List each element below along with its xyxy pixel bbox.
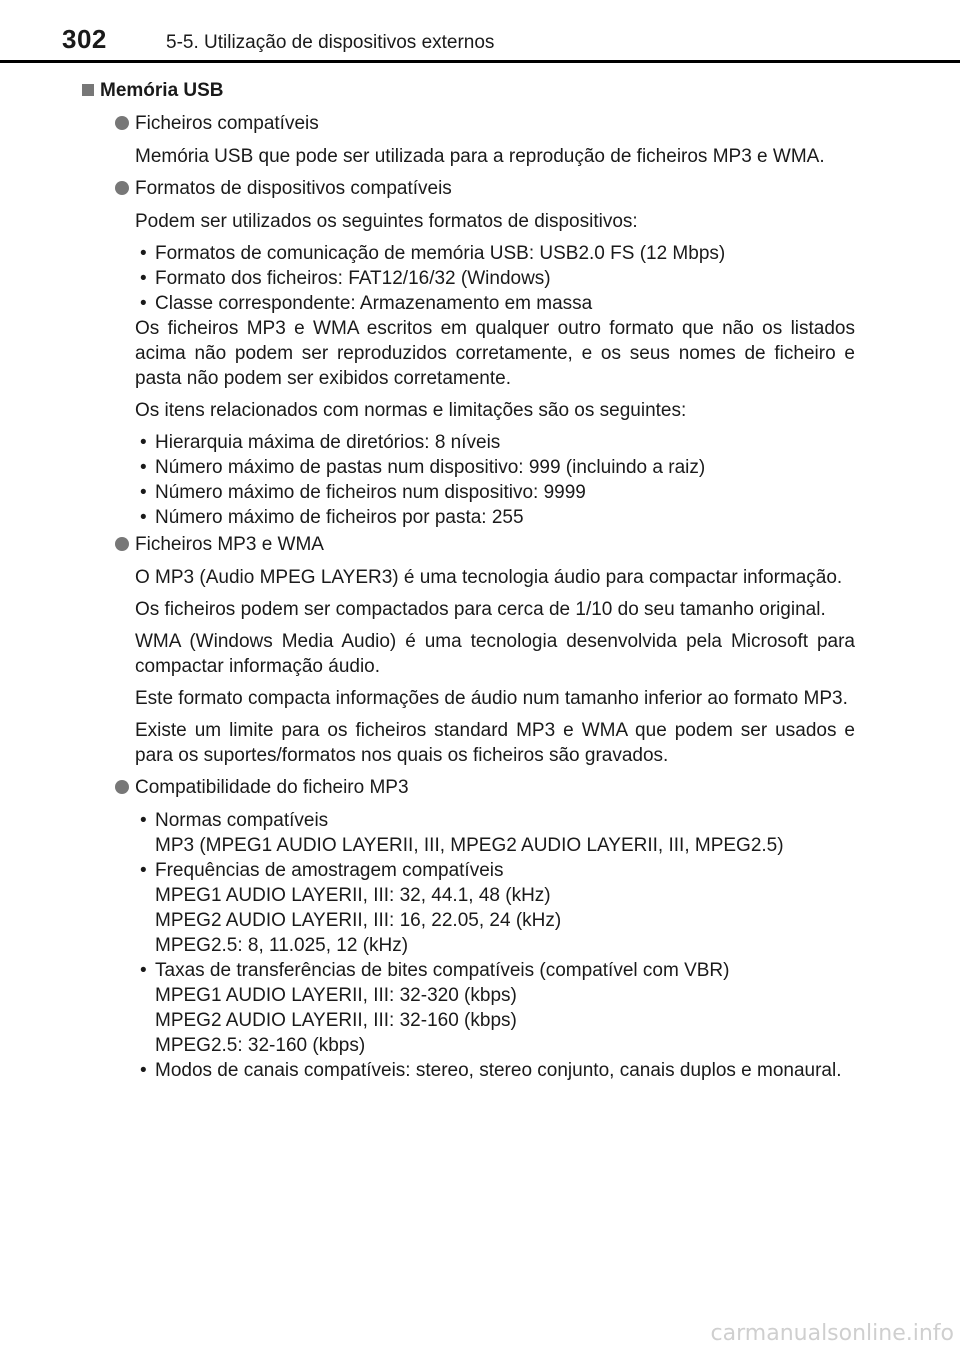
block-heading [135,176,960,202]
list-item-label: • Frequências de amostragem compatíveis [155,860,504,881]
square-bullet-icon [82,84,94,96]
paragraph: O MP3 (Audio MPEG LAYER3) é uma tecnologia áudio para compactar informação. [135,567,843,588]
watermark: carmanualsonline.info [710,1321,954,1346]
paragraph: Os ficheiros MP3 e WMA escritos em qualquer outro formato que não os listados acima não podem ser reproduzidos corretamente, e os seus nomes de ficheiro e pasta não podem ser exibidos corretamente. [135,318,855,389]
list-item-detail: MPEG2 AUDIO LAYERII, III: 16, 22.05, 24 (kHz) [155,910,562,931]
paragraph: Memória USB que pode ser utilizada para a reprodução de ficheiros MP3 e WMA. [135,146,825,167]
block-heading [135,775,960,801]
list-item: • Classe correspondente: Armazenamento em massa [135,291,855,316]
list-item-label: • Normas compatíveis [155,810,329,831]
circle-bullet-icon [115,116,129,130]
bullet-list [135,430,855,530]
list-item [135,958,855,1058]
chapter-title: 5-5. Utilização de dispositivos externos [166,32,495,53]
paragraph: Podem ser utilizados os seguintes formatos de dispositivos: [135,211,638,232]
list-item [135,858,855,958]
section-heading [100,78,960,104]
page-header [0,0,960,60]
block-heading [135,111,960,137]
paragraph: Existe um limite para os ficheiros standard MP3 e WMA que podem ser usados e para os suportes/formatos nos quais os ficheiros são gravados. [135,720,855,766]
circle-bullet-icon [115,537,129,551]
bullet-list [135,241,855,316]
block-title: Ficheiros compatíveis [135,113,319,134]
block-heading [135,532,960,558]
block-title: Ficheiros MP3 e WMA [135,534,324,555]
list-item-detail: MPEG1 AUDIO LAYERII, III: 32-320 (kbps) [155,985,517,1006]
list-item-detail: MPEG1 AUDIO LAYERII, III: 32, 44.1, 48 (kHz) [155,885,551,906]
circle-bullet-icon [115,780,129,794]
page-number: 302 [62,24,107,54]
list-item: • Formatos de comunicação de memória USB: USB2.0 FS (12 Mbps) [135,241,855,266]
list-item: • Número máximo de ficheiros num dispositivo: 9999 [135,480,855,505]
list-item-label: • Modos de canais compatíveis: stereo, stereo conjunto, canais duplos e monaural. [155,1060,842,1081]
page-content [0,78,960,1083]
list-item: • Número máximo de ficheiros por pasta: 255 [135,505,855,530]
list-item-detail: MPEG2.5: 8, 11.025, 12 (kHz) [155,935,409,956]
block-title: Compatibilidade do ficheiro MP3 [135,777,409,798]
header-rule [0,60,960,63]
bullet-list [135,808,855,1083]
paragraph: Os ficheiros podem ser compactados para cerca de 1/10 do seu tamanho original. [135,599,826,620]
list-item-detail: MP3 (MPEG1 AUDIO LAYERII, III, MPEG2 AUDIO LAYERII, III, MPEG2.5) [155,835,784,856]
paragraph: WMA (Windows Media Audio) é uma tecnologia desenvolvida pela Microsoft para compactar informação áudio. [135,631,855,677]
list-item: • Hierarquia máxima de diretórios: 8 níveis [135,430,855,455]
circle-bullet-icon [115,181,129,195]
paragraph: Os itens relacionados com normas e limitações são os seguintes: [135,400,687,421]
list-item-detail: MPEG2 AUDIO LAYERII, III: 32-160 (kbps) [155,1010,517,1031]
list-item-label: • Taxas de transferências de bites compatíveis (compatível com VBR) [155,960,730,981]
block-title: Formatos de dispositivos compatíveis [135,178,452,199]
list-item [135,1058,855,1083]
section-title: Memória USB [100,80,224,101]
list-item: • Formato dos ficheiros: FAT12/16/32 (Windows) [135,266,855,291]
list-item: • Número máximo de pastas num dispositivo: 999 (incluindo a raiz) [135,455,855,480]
paragraph: Este formato compacta informações de áudio num tamanho inferior ao formato MP3. [135,688,848,709]
list-item [135,808,855,858]
list-item-detail: MPEG2.5: 32-160 (kbps) [155,1035,366,1056]
